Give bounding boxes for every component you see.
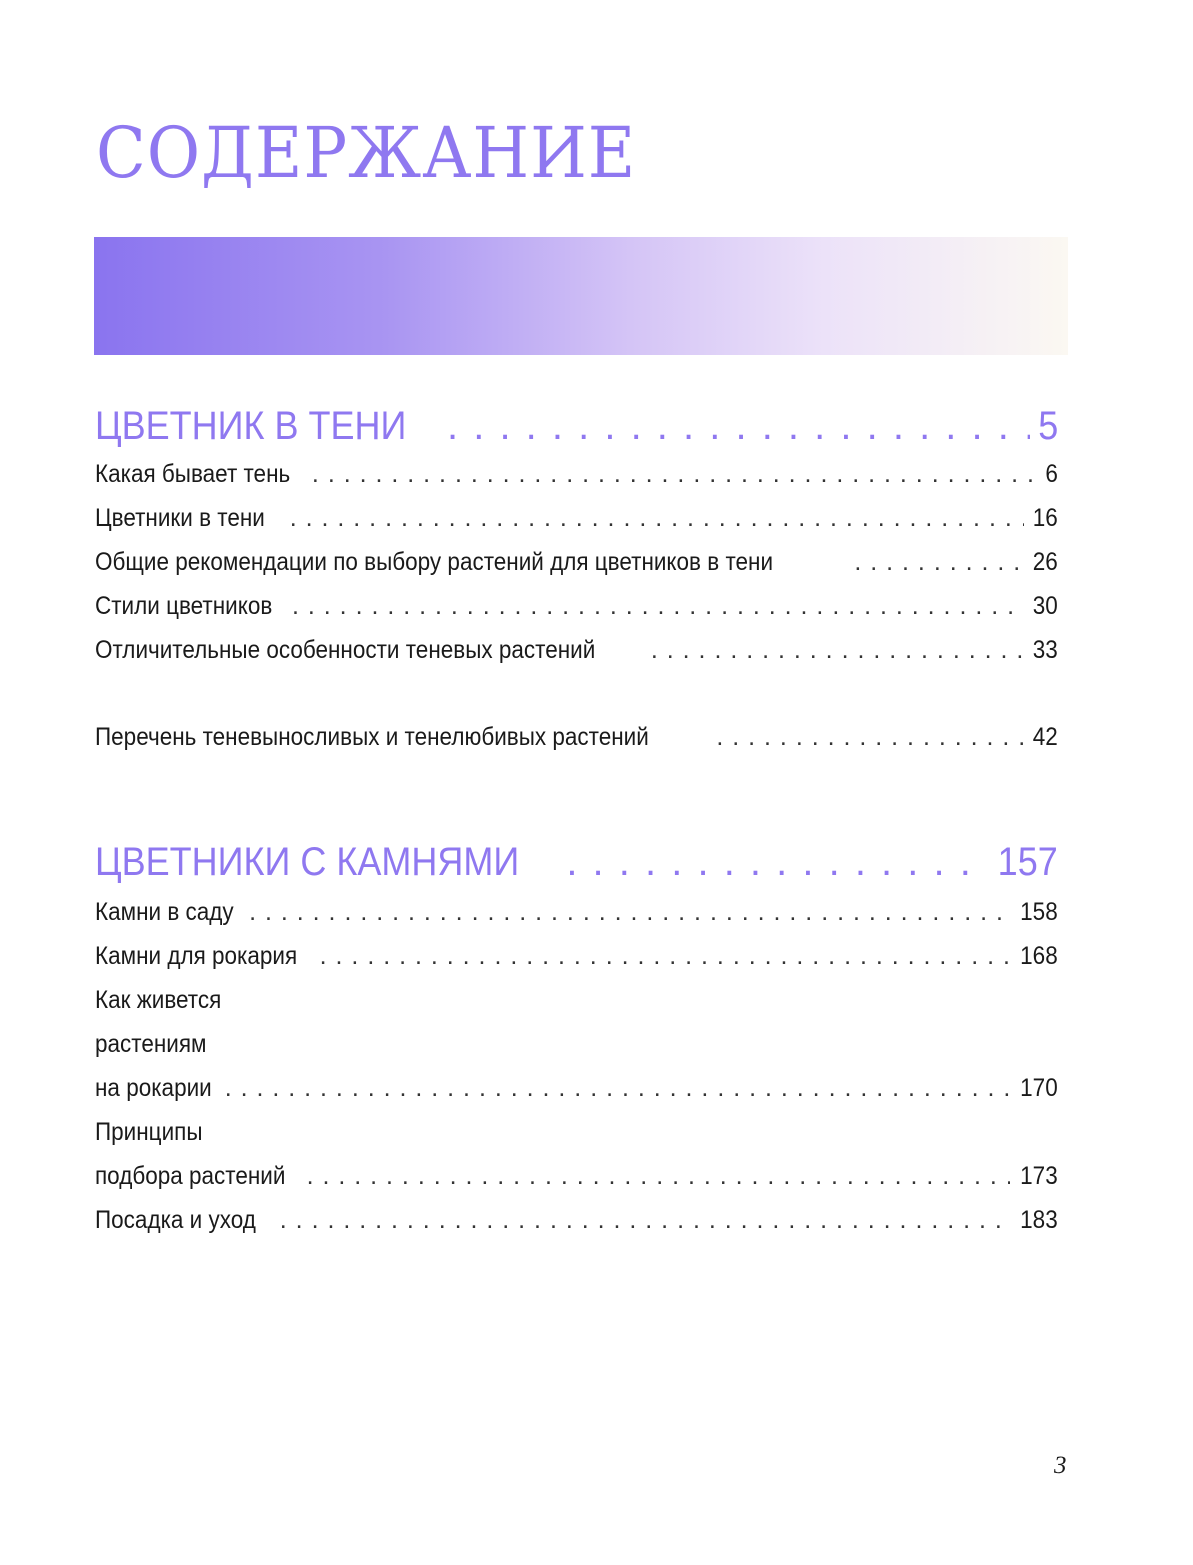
toc-entry-page: 173 (1020, 1162, 1058, 1190)
toc-entry[interactable] (95, 1066, 1058, 1110)
toc-entry-label: Посадка и уход (95, 1206, 256, 1234)
toc-entry[interactable] (95, 934, 1058, 978)
leader-dots (280, 1198, 1011, 1242)
toc-entry-label-line: Как живется (95, 986, 222, 1014)
leader-dots (312, 452, 1038, 496)
section-heading-page: 5 (1037, 404, 1058, 448)
toc-entry-page: 158 (1020, 898, 1058, 926)
toc-entry-label: Камни для рокария (95, 942, 298, 970)
toc-entry-page: 183 (1020, 1206, 1058, 1234)
toc-entry-label: Цветники в тени (95, 504, 265, 532)
toc-entry[interactable] (95, 1198, 1058, 1242)
toc-entry[interactable] (95, 540, 1058, 584)
toc-entry-page: 42 (1032, 723, 1058, 751)
toc-entry-page: 168 (1020, 942, 1058, 970)
toc-section-heading[interactable] (95, 834, 1058, 890)
toc-entry[interactable] (95, 890, 1058, 934)
leader-dots (447, 398, 1030, 454)
toc-entry-label: на рокарии (95, 1074, 212, 1102)
toc-entry[interactable] (95, 584, 1058, 628)
toc-entry-page: 30 (1032, 592, 1058, 620)
toc-entries-stones (95, 890, 1058, 1242)
toc-entry[interactable] (95, 715, 1058, 759)
page-number: 3 (1054, 1452, 1067, 1479)
toc-entry-label: Перечень теневыносливых и тенелюбивых растений (95, 723, 649, 751)
toc-entry-label: Отличительные особенности теневых растений (95, 636, 596, 664)
leader-dots (307, 1154, 1011, 1198)
leader-dots (716, 715, 1024, 759)
leader-dots (225, 1066, 1011, 1110)
gradient-banner (94, 237, 1068, 355)
toc-entries-shade-list (95, 715, 1058, 759)
leader-dots (566, 834, 985, 890)
toc-entry-page: 26 (1032, 548, 1058, 576)
toc-entry[interactable] (95, 496, 1058, 540)
toc-entry[interactable] (95, 1154, 1058, 1198)
toc-entry-page: 170 (1020, 1074, 1058, 1102)
toc-entry[interactable] (95, 628, 1058, 672)
section-heading-label: ЦВЕТНИК В ТЕНИ (95, 404, 407, 448)
section-heading-page: 157 (997, 840, 1058, 884)
leader-dots (320, 934, 1011, 978)
toc-entry-label: Стили цветников (95, 592, 273, 620)
section-heading-label: ЦВЕТНИКИ С КАМНЯМИ (95, 840, 520, 884)
leader-dots (249, 890, 1010, 934)
toc-entry-page: 6 (1045, 460, 1058, 488)
toc-entry-page: 33 (1032, 636, 1058, 664)
toc-entry-label: подбора растений (95, 1162, 286, 1190)
page-title: СОДЕРЖАНИЕ (96, 112, 637, 194)
toc-entry-page: 16 (1032, 504, 1058, 532)
leader-dots (651, 628, 1024, 672)
toc-entry[interactable] (95, 452, 1058, 496)
toc-entry-label-line: Принципы (95, 1118, 203, 1146)
leader-dots (290, 496, 1024, 540)
toc-entries-shade (95, 452, 1058, 672)
leader-dots (854, 540, 1024, 584)
toc-entry-label: Какая бывает тень (95, 460, 291, 488)
toc-section-heading[interactable] (95, 398, 1058, 454)
toc-section-stones (95, 834, 1058, 890)
toc-entry-label-line: растениям (95, 1030, 207, 1058)
toc-section-shade (95, 398, 1058, 454)
leader-dots (292, 584, 1024, 628)
toc-entry-label: Камни в саду (95, 898, 234, 926)
toc-entry-label: Общие рекомендации по выбору растений для цветников в тени (95, 548, 774, 576)
